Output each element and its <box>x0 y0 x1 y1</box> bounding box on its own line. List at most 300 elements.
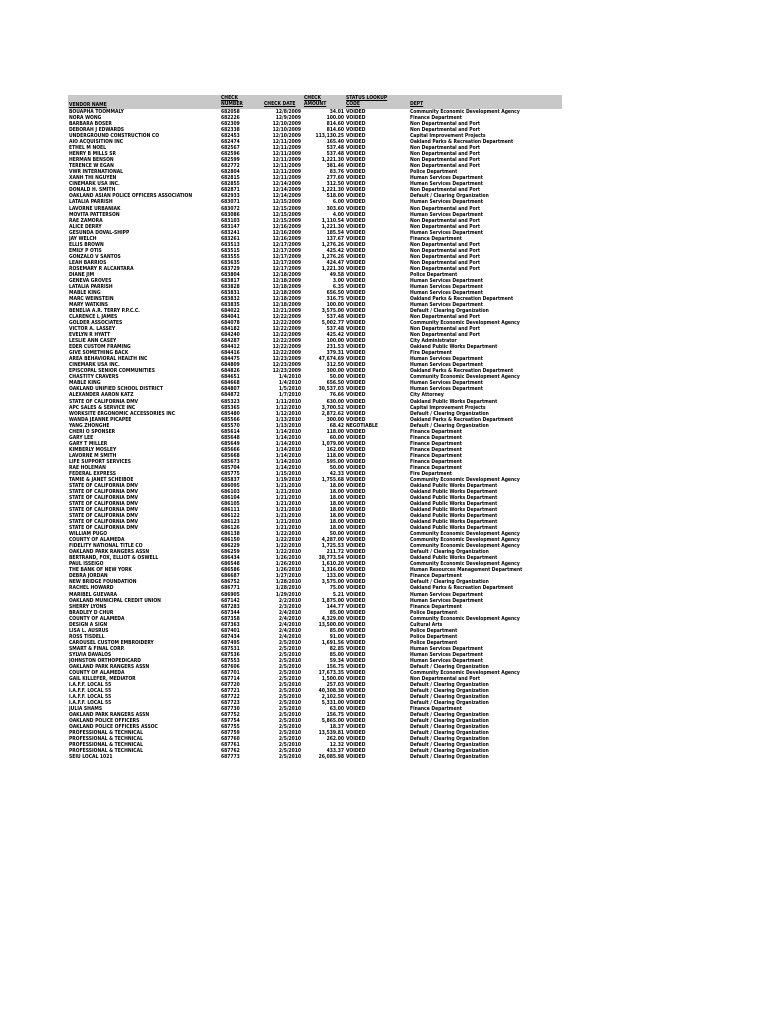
cell-status-code: VOIDED <box>346 314 366 321</box>
cell-vendor-name: DONALD H. SMITH <box>69 187 116 194</box>
cell-status-code: VOIDED <box>346 163 366 170</box>
cell-status-code: VOIDED <box>346 121 366 128</box>
cell-status-code: VOIDED <box>346 754 366 761</box>
cell-status-code: VOIDED <box>346 531 366 538</box>
cell-vendor-name: MARIBEL GUEVARA <box>69 591 118 598</box>
cell-status-code: VOIDED <box>346 374 366 381</box>
cell-dept: Non Departmental and Port <box>410 223 481 230</box>
cell-dept: Community Economic Development Agency <box>410 476 520 483</box>
cell-check-number: 685837 <box>221 476 240 483</box>
cell-dept: Human Services Department <box>410 289 483 296</box>
cell-status-code: VOIDED <box>346 410 366 417</box>
cell-check-date: 2/5/2010 <box>278 712 301 719</box>
cell-status-code: VOIDED <box>346 669 366 676</box>
cell-check-date: 12/8/2009 <box>275 109 301 115</box>
cell-check-date: 2/5/2010 <box>278 651 301 658</box>
cell-check-number: 687283 <box>221 603 240 610</box>
cell-status-code: VOIDED <box>346 416 366 423</box>
cell-check-number: 682338 <box>221 127 240 134</box>
cell-status-code: VOIDED <box>346 476 366 483</box>
cell-dept: Default / Clearing Organization <box>410 748 489 755</box>
cell-vendor-name: MOVITA PATTERSON <box>69 211 120 218</box>
cell-vendor-name: OAKLAND POLICE OFFICERS <box>69 718 140 725</box>
cell-check-number: 685570 <box>221 422 240 429</box>
cell-vendor-name: WORKSITE ERGONOMIC ACCESSORIES INC <box>69 410 176 417</box>
cell-check-amount: 300.00 <box>326 416 344 423</box>
cell-check-number: 682815 <box>221 175 240 182</box>
cell-vendor-name: EDER CUSTOM FRAMING <box>69 344 131 351</box>
cell-dept: Finance Department <box>410 603 462 610</box>
cell-check-amount: 17,673.35 <box>318 669 344 676</box>
cell-check-amount: 38,773.54 <box>318 555 344 562</box>
cell-status-code: VOIDED <box>346 223 366 230</box>
cell-check-amount: 118.00 <box>326 428 344 435</box>
cell-dept: Oakland Parks & Recreation Department <box>410 139 514 146</box>
cell-check-amount: 13,539.81 <box>318 730 344 737</box>
cell-check-amount: 100.00 <box>326 302 344 308</box>
cell-vendor-name: STATE OF CALIFORNIA DMV <box>69 519 139 526</box>
cell-check-number: 686122 <box>221 513 240 520</box>
cell-check-amount: 630.00 <box>326 398 344 405</box>
cell-vendor-name: JAY WELCH <box>69 235 97 242</box>
cell-dept: Human Services Department <box>410 356 483 363</box>
cell-status-code: VOIDED <box>346 434 366 441</box>
cell-check-number: 682933 <box>221 193 240 200</box>
cell-status-code: VOIDED <box>346 700 366 707</box>
cell-check-number: 687761 <box>221 742 240 749</box>
cell-vendor-name: RAE ZAMORA <box>69 217 103 224</box>
cell-check-number: 682058 <box>221 109 240 115</box>
cell-check-date: 12/17/2009 <box>272 241 301 248</box>
cell-check-amount: 113,130.25 <box>315 133 344 140</box>
cell-vendor-name: HERMAN BENSON <box>69 157 114 164</box>
cell-check-amount: 381.46 <box>326 163 344 170</box>
cell-dept: Non Departmental and Port <box>410 241 481 248</box>
cell-dept: Oakland Parks & Recreation Department <box>410 368 514 375</box>
cell-check-date: 1/26/2010 <box>275 567 301 574</box>
cell-dept: Fire Department <box>410 350 452 357</box>
header-dept: DEPT <box>410 101 424 107</box>
cell-vendor-name: PROFESSIONAL & TECHNICAL <box>69 748 143 755</box>
cell-check-number: 682226 <box>221 115 240 122</box>
cell-status-code: VOIDED <box>346 488 366 495</box>
cell-check-date: 1/22/2010 <box>275 537 301 544</box>
cell-vendor-name: RACHEL HOWARD <box>69 585 114 592</box>
cell-vendor-name: PROFESSIONAL & TECHNICAL <box>69 736 143 743</box>
cell-vendor-name: OAKLAND UNIFIED SCHOOL DISTRICT <box>69 386 163 393</box>
cell-check-date: 12/23/2009 <box>272 356 301 363</box>
cell-check-amount: 2,872.62 <box>321 410 344 417</box>
header-status-lookup: STATUS LOOKUP <box>346 95 388 101</box>
cell-check-number: 683513 <box>221 241 240 248</box>
cell-status-code: VOIDED <box>346 187 366 194</box>
cell-check-date: 12/16/2009 <box>272 229 301 236</box>
cell-status-code: VOIDED <box>346 127 366 134</box>
cell-check-amount: 316.75 <box>326 295 344 302</box>
cell-vendor-name: OAKLAND PARK RANGERS ASSN <box>69 549 150 556</box>
cell-dept: Default / Clearing Organization <box>410 724 489 731</box>
cell-check-date: 1/26/2010 <box>275 555 301 562</box>
cell-check-date: 2/5/2010 <box>278 700 301 707</box>
cell-vendor-name: JULIA SHAMS <box>69 706 103 713</box>
cell-status-code: VOIDED <box>346 627 366 634</box>
cell-check-number: 687759 <box>221 730 240 737</box>
cell-check-date: 12/23/2009 <box>272 368 301 375</box>
cell-vendor-name: STATE OF CALIFORNIA DMV <box>69 513 139 520</box>
cell-check-date: 12/23/2009 <box>272 362 301 369</box>
cell-check-number: 685649 <box>221 440 240 447</box>
cell-status-code: VOIDED <box>346 748 366 755</box>
cell-check-date: 1/22/2010 <box>275 543 301 550</box>
cell-vendor-name: STATE OF CALIFORNIA DMV <box>69 525 139 532</box>
cell-dept: Oakland Public Works Department <box>410 525 498 532</box>
cell-status-code: VOIDED <box>346 308 366 315</box>
cell-check-date: 12/14/2009 <box>272 187 301 194</box>
cell-vendor-name: DESIGN A SIGN <box>69 621 108 628</box>
cell-dept: Non Departmental and Port <box>410 259 481 266</box>
cell-check-amount: 1,276.26 <box>321 241 344 248</box>
cell-vendor-name: CHERI O SPONSER <box>69 428 116 435</box>
cell-dept: Oakland Public Works Department <box>410 513 498 520</box>
cell-check-amount: 85.00 <box>329 627 344 634</box>
cell-dept: Finance Department <box>410 706 462 713</box>
cell-check-amount: 118.00 <box>326 452 344 459</box>
cell-dept: Human Services Department <box>410 651 483 658</box>
cell-check-number: 686104 <box>221 495 240 501</box>
cell-status-code: VOIDED <box>346 706 366 713</box>
cell-dept: Capital Improvement Projects <box>410 133 486 140</box>
cell-dept: Human Services Department <box>410 657 483 664</box>
cell-vendor-name: BENELIA A.R. TERRY P.P.C.C. <box>69 308 140 315</box>
cell-check-date: 2/4/2010 <box>278 615 301 622</box>
cell-check-number: 687723 <box>221 700 240 707</box>
cell-check-number: 684287 <box>221 338 240 345</box>
cell-check-date: 12/18/2009 <box>272 295 301 302</box>
cell-dept: Non Departmental and Port <box>410 253 481 260</box>
cell-vendor-name: ETHEL M NOEL <box>69 145 106 152</box>
cell-check-number: 687363 <box>221 621 240 628</box>
cell-check-date: 12/10/2009 <box>272 133 301 140</box>
cell-check-number: 684668 <box>221 380 240 387</box>
cell-dept: City Administrator <box>410 338 457 345</box>
cell-check-amount: 18.00 <box>329 513 344 520</box>
cell-check-date: 2/5/2010 <box>278 742 301 749</box>
header-check-number: CHECK <box>221 95 238 101</box>
cell-vendor-name: UNDERGROUND CONSTRUCTION CO <box>69 133 160 140</box>
cell-check-amount: 425.42 <box>326 247 344 254</box>
cell-vendor-name: ROSS TISDELL <box>69 633 105 640</box>
cell-check-date: 1/13/2010 <box>275 422 301 429</box>
cell-vendor-name: STATE OF CALIFORNIA DMV <box>69 488 139 495</box>
cell-check-amount: 50.00 <box>329 374 344 381</box>
cell-dept: Finance Department <box>410 440 462 447</box>
cell-vendor-name: VWR INTERNATIONAL <box>69 169 124 176</box>
cell-check-number: 682453 <box>221 133 240 140</box>
cell-check-amount: 100.00 <box>326 115 344 122</box>
cell-check-date: 2/5/2010 <box>278 657 301 664</box>
cell-check-amount: 133.00 <box>326 573 344 580</box>
cell-dept: Human Services Department <box>410 199 483 206</box>
cell-check-date: 12/16/2009 <box>272 235 301 242</box>
cell-status-code: VOIDED <box>346 585 366 592</box>
cell-vendor-name: PAUL ISSEIGO <box>69 561 104 568</box>
cell-check-number: 686095 <box>221 482 240 489</box>
cell-check-date: 1/29/2010 <box>275 591 301 598</box>
cell-check-amount: 4,329.00 <box>321 615 344 622</box>
cell-check-amount: 50.00 <box>329 531 344 538</box>
cell-status-code: VOIDED <box>346 265 366 272</box>
cell-check-amount: 82.85 <box>329 645 344 652</box>
cell-status-code: VOIDED <box>346 115 366 122</box>
cell-vendor-name: GARY T MILLER <box>69 440 108 447</box>
cell-vendor-name: NEW BRIDGE FOUNDATION <box>69 579 137 586</box>
cell-check-date: 2/4/2010 <box>278 609 301 616</box>
cell-check-number: 684240 <box>221 332 240 339</box>
cell-check-number: 682309 <box>221 121 240 128</box>
cell-status-code: VOIDED <box>346 217 366 224</box>
cell-check-amount: 18.00 <box>329 488 344 495</box>
cell-check-amount: 424.47 <box>326 259 344 266</box>
cell-check-amount: 59.34 <box>329 657 344 664</box>
cell-check-amount: 231.53 <box>326 344 344 351</box>
table-row <box>68 754 562 760</box>
cell-dept: Default / Clearing Organization <box>410 742 489 749</box>
cell-check-number: 685566 <box>221 416 240 423</box>
cell-status-code: VOIDED <box>346 175 366 182</box>
cell-dept: Oakland Parks & Recreation Department <box>410 416 514 423</box>
cell-status-code: VOIDED <box>346 277 366 284</box>
cell-vendor-name: BOUAPHA TOOMMALY <box>69 109 124 115</box>
cell-dept: Non Departmental and Port <box>410 332 481 339</box>
cell-status-code: VOIDED <box>346 157 366 164</box>
cell-vendor-name: OAKLAND PARK RANGERS ASSN <box>69 663 150 670</box>
cell-dept: Default / Clearing Organization <box>410 410 489 417</box>
cell-status-code: VOIDED <box>346 675 366 682</box>
cell-vendor-name: GESUNDA DOVAL-SHIPP <box>69 229 130 236</box>
cell-check-amount: 34.01 <box>329 109 344 115</box>
cell-check-date: 1/12/2010 <box>275 404 301 411</box>
cell-dept: Finance Department <box>410 452 462 459</box>
cell-check-date: 1/12/2010 <box>275 410 301 417</box>
cell-dept: Human Services Department <box>410 283 483 290</box>
cell-dept: Oakland Public Works Department <box>410 482 498 489</box>
cell-vendor-name: STATE OF CALIFORNIA DMV <box>69 507 139 514</box>
cell-status-code: VOIDED <box>346 271 366 278</box>
cell-check-number: 686752 <box>221 579 240 586</box>
cell-check-amount: 1,221.30 <box>321 187 344 194</box>
cell-check-number: 686586 <box>221 567 240 574</box>
cell-vendor-name: COUNTY OF ALAMEDA <box>69 615 125 622</box>
cell-check-number: 685704 <box>221 464 240 471</box>
cell-check-date: 2/5/2010 <box>278 639 301 646</box>
cell-check-number: 684078 <box>221 320 240 327</box>
cell-check-number: 686229 <box>221 543 240 550</box>
cell-status-code: VOIDED <box>346 663 366 670</box>
cell-check-amount: 312.50 <box>326 181 344 188</box>
cell-check-number: 685666 <box>221 446 240 453</box>
cell-check-amount: 433.37 <box>326 748 344 755</box>
cell-status-code: VOIDED <box>346 211 366 218</box>
cell-check-date: 12/11/2009 <box>272 175 301 182</box>
cell-vendor-name: COUNTY OF ALAMEDA <box>69 669 125 676</box>
cell-dept: Human Services Department <box>410 597 483 604</box>
cell-dept: Non Departmental and Port <box>410 265 481 272</box>
cell-status-code: VOIDED <box>346 621 366 628</box>
cell-dept: Community Economic Development Agency <box>410 109 520 115</box>
cell-dept: Oakland Public Works Department <box>410 519 498 526</box>
cell-status-code: VOIDED <box>346 193 366 200</box>
cell-check-date: 12/15/2009 <box>272 199 301 206</box>
cell-check-number: 682567 <box>221 145 240 152</box>
cell-check-number: 682599 <box>221 157 240 164</box>
cell-check-number: 682772 <box>221 163 240 170</box>
cell-status-code: VOIDED <box>346 344 366 351</box>
cell-check-number: 684651 <box>221 374 240 381</box>
cell-vendor-name: KIMBERLY MOSLEY <box>69 446 117 453</box>
cell-vendor-name: OAKLAND POLICE OFFICERS ASSOC <box>69 724 158 731</box>
cell-check-amount: 300.00 <box>326 368 344 375</box>
cell-dept: Default / Clearing Organization <box>410 694 489 701</box>
cell-check-number: 687344 <box>221 609 240 616</box>
cell-vendor-name: CAROUSEL CUSTOM EMBROIDERY <box>69 639 154 646</box>
cell-status-code: VOIDED <box>346 398 366 405</box>
cell-vendor-name: JOHNSTON ORTHOPEDICARD <box>69 657 141 664</box>
cell-vendor-name: I.A.F.F. LOCAL 55 <box>69 700 112 707</box>
cell-status-code: VOIDED <box>346 736 366 743</box>
cell-check-date: 1/19/2010 <box>275 476 301 483</box>
cell-check-amount: 814.60 <box>326 121 344 128</box>
cell-vendor-name: CINEMARK USA INC. <box>69 181 120 188</box>
cell-check-date: 12/11/2009 <box>272 145 301 152</box>
cell-dept: Oakland Public Works Department <box>410 488 498 495</box>
cell-status-code: VOIDED <box>346 380 366 387</box>
cell-check-number: 684807 <box>221 386 240 393</box>
cell-dept: Human Services Department <box>410 302 483 308</box>
cell-vendor-name: PROFESSIONAL & TECHNICAL <box>69 730 143 737</box>
cell-check-date: 1/5/2010 <box>278 386 301 393</box>
header-vendor-name: VENDOR NAME <box>69 102 107 108</box>
cell-check-number: 683086 <box>221 211 240 218</box>
cell-vendor-name: NORA WONG <box>69 115 102 122</box>
cell-check-number: 687553 <box>221 657 240 664</box>
cell-check-date: 1/21/2010 <box>275 501 301 508</box>
cell-dept: Finance Department <box>410 458 462 465</box>
cell-check-amount: 144.77 <box>326 603 344 610</box>
cell-dept: Police Department <box>410 169 458 176</box>
cell-check-number: 686111 <box>221 507 240 514</box>
cell-check-amount: 18.00 <box>329 501 344 508</box>
cell-vendor-name: WANDA JEANNE PICAPEE <box>69 416 132 423</box>
cell-dept: City Attorney <box>410 392 444 399</box>
cell-status-code: VOIDED <box>346 356 366 363</box>
cell-check-date: 2/5/2010 <box>278 669 301 676</box>
cell-status-code: VOIDED <box>346 688 366 694</box>
cell-dept: Default / Clearing Organization <box>410 663 489 670</box>
cell-status-code: VOIDED <box>346 609 366 616</box>
cell-status-code: VOIDED <box>346 651 366 658</box>
cell-check-number: 682871 <box>221 187 240 194</box>
cell-check-amount: 68.42 <box>329 422 344 429</box>
cell-check-number: 687730 <box>221 706 240 713</box>
cell-check-number: 685668 <box>221 452 240 459</box>
cell-dept: Human Services Department <box>410 362 483 369</box>
cell-vendor-name: GENEVA GROVES <box>69 277 112 284</box>
cell-dept: Human Services Department <box>410 277 483 284</box>
cell-check-amount: 1,221.30 <box>321 265 344 272</box>
cell-check-date: 2/5/2010 <box>278 706 301 713</box>
cell-status-code: VOIDED <box>346 253 366 260</box>
cell-check-number: 684416 <box>221 350 240 357</box>
cell-vendor-name: RAE HOLEMAN <box>69 464 106 471</box>
cell-check-amount: 537.48 <box>326 314 344 321</box>
cell-check-number: 687762 <box>221 748 240 755</box>
cell-status-code: VOIDED <box>346 573 366 580</box>
cell-check-date: 12/9/2009 <box>275 115 301 122</box>
cell-vendor-name: TAMIE & JANET SCHEIBOE <box>69 476 134 483</box>
cell-vendor-name: HENRY B MILLS SR <box>69 151 116 158</box>
cell-check-amount: 6.35 <box>332 283 344 290</box>
cell-check-amount: 5,002.77 <box>321 320 344 327</box>
cell-check-date: 2/5/2010 <box>278 688 301 694</box>
cell-status-code: VOIDED <box>346 229 366 236</box>
cell-check-number: 685480 <box>221 410 240 417</box>
cell-vendor-name: PROFESSIONAL & TECHNICAL <box>69 742 143 749</box>
cell-check-amount: 26,085.98 <box>318 754 344 761</box>
cell-dept: Finance Department <box>410 434 462 441</box>
cell-check-number: 683515 <box>221 247 240 254</box>
cell-dept: Oakland Parks & Recreation Department <box>410 295 514 302</box>
cell-check-amount: 100.00 <box>326 338 344 345</box>
cell-check-date: 1/11/2010 <box>275 398 301 405</box>
cell-check-amount: 1,725.53 <box>321 543 344 550</box>
cell-check-date: 12/17/2009 <box>272 253 301 260</box>
cell-check-amount: 262.00 <box>326 736 344 743</box>
cell-check-date: 1/26/2010 <box>275 561 301 568</box>
cell-check-amount: 1,755.68 <box>321 476 344 483</box>
cell-check-date: 1/4/2010 <box>278 374 301 381</box>
cell-check-number: 686138 <box>221 531 240 538</box>
cell-check-date: 12/22/2009 <box>272 344 301 351</box>
cell-check-number: 685323 <box>221 398 240 405</box>
cell-status-code: VOIDED <box>346 392 366 399</box>
cell-check-date: 1/14/2010 <box>275 446 301 453</box>
cell-check-number: 687720 <box>221 681 240 688</box>
cell-check-number: 687358 <box>221 615 240 622</box>
cell-check-number: 683555 <box>221 253 240 260</box>
cell-status-code: VOIDED <box>346 109 366 115</box>
cell-check-number: 685648 <box>221 434 240 441</box>
cell-vendor-name: APC SALES & SERVICE INC <box>69 404 136 411</box>
cell-vendor-name: DEBRA JORDAN <box>69 573 108 580</box>
cell-check-date: 2/5/2010 <box>278 730 301 737</box>
cell-status-code: VOIDED <box>346 428 366 435</box>
cell-check-amount: 76.66 <box>329 392 344 399</box>
cell-check-amount: 425.42 <box>326 332 344 339</box>
cell-status-code: VOIDED <box>346 350 366 357</box>
cell-vendor-name: SMART & FINAL CORP. <box>69 645 125 652</box>
cell-dept: Police Department <box>410 609 458 616</box>
cell-vendor-name: XANH THI NGUYEN <box>69 175 117 182</box>
cell-vendor-name: TERENCE W EGAN <box>69 163 114 170</box>
cell-check-amount: 85.00 <box>329 651 344 658</box>
cell-check-amount: 2,102.50 <box>321 694 344 701</box>
cell-status-code: VOIDED <box>346 579 366 586</box>
cell-check-amount: 18.37 <box>329 724 344 731</box>
cell-dept: Non Departmental and Port <box>410 217 481 224</box>
cell-vendor-name: LEAH BARRIOS <box>69 259 107 266</box>
cell-status-code: VOIDED <box>346 681 366 688</box>
cell-check-date: 12/11/2009 <box>272 169 301 176</box>
